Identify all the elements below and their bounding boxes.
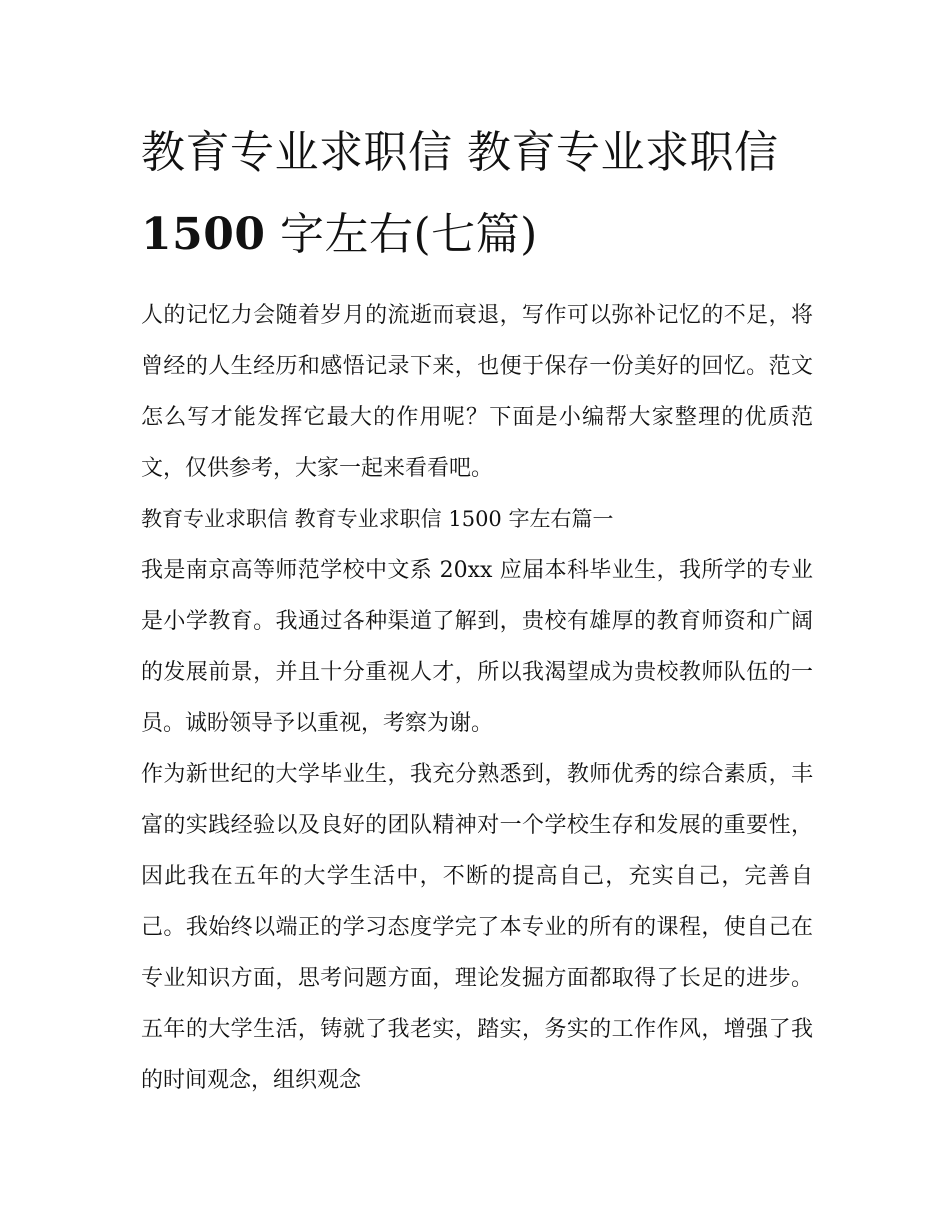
- document-title: [141, 112, 813, 276]
- intro-paragraph: 人的记忆力会随着岁月的流逝而衰退，写作可以弥补记忆的不足，将曾经的人生经历和感悟记录下来，也便于保存一份美好的回忆。范文怎么写才能发挥它最大的作用呢？下面是小编帮大家整理的优质范文，仅供参考，大家一起来看看吧。: [141, 303, 813, 481]
- section-heading: 教育专业求职信 教育专业求职信 1500 字左右篇一: [141, 507, 614, 531]
- body-paragraph-2: 作为新世纪的大学毕业生，我充分熟悉到，教师优秀的综合素质，丰富的实践经验以及良好的团队精神对一个学校生存和发展的重要性，因此我在五年的大学生活中，不断的提高自己，充实自己，完善自己。我始终以端正的学习态度学完了本专业的所有的课程，使自己在专业知识方面，思考问题方面，理论发掘方面都取得了长足的进步。五年的大学生活，铸就了我老实，踏实，务实的工作作风，增强了我的时间观念，组织观念: [141, 762, 813, 1093]
- body-paragraph-1: 我是南京高等师范学校中文系 20xx 应届本科毕业生，我所学的专业是小学教育。我通过各种渠道了解到，贵校有雄厚的教育师资和广阔的发展前景，并且十分重视人才，所以我渴望成为贵校教师队伍的一员。诚盼领导予以重视，考察为谢。: [141, 558, 813, 736]
- title-text-part3: 字左右(七篇): [279, 209, 538, 260]
- title-number: 1500: [141, 209, 266, 260]
- title-text-part1: 教育专业求职信 教育专业求职信: [141, 127, 779, 178]
- document-body: [141, 112, 813, 1106]
